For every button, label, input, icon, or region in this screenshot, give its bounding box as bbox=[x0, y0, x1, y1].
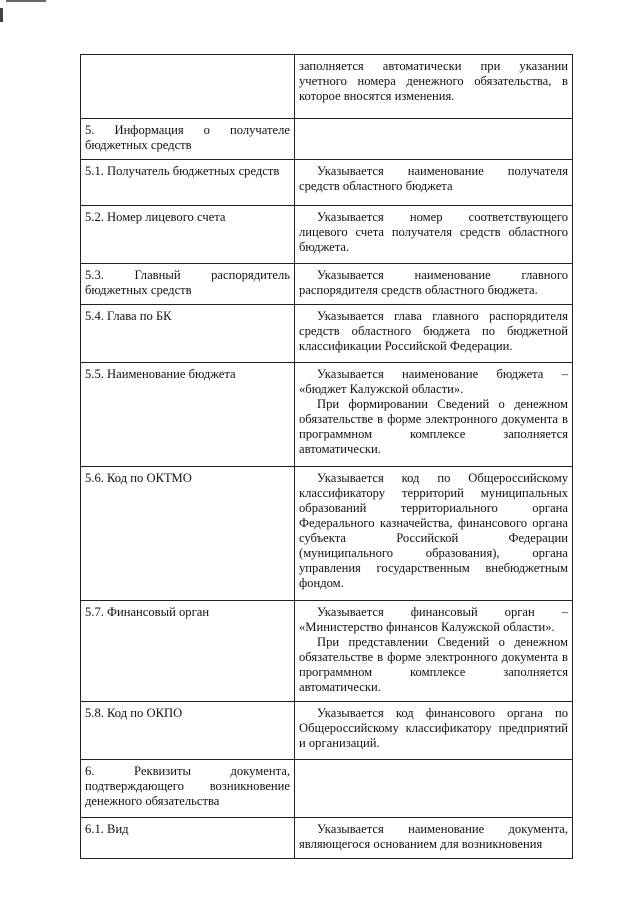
scan-edge-mark-top bbox=[6, 0, 46, 2]
row-label: 6. Реквизиты документа, подтверждающего возникновение денежного обязательства bbox=[81, 760, 295, 818]
table-row bbox=[81, 702, 573, 760]
row-description bbox=[295, 119, 573, 160]
row-description-text: Указывается наименование бюджета – «бюджет Калужской области». bbox=[299, 367, 568, 396]
row-description-text-2: При представлении Сведений о денежном обязательстве в форме электронного документа в программном комплексе заполняется автоматически. bbox=[299, 635, 568, 694]
row-label: 5.8. Код по ОКПО bbox=[81, 702, 295, 760]
row-description-text: Указывается глава главного распорядителя средств областного бюджета по бюджетной классификации Российской Федерации. bbox=[299, 309, 568, 353]
row-description-text-2: При формировании Сведений о денежном обязательстве в форме электронного документа в программном комплексе заполняется автоматически. bbox=[299, 397, 568, 456]
row-label: 5.4. Глава по БК bbox=[81, 305, 295, 363]
table-row bbox=[81, 160, 573, 206]
row-description bbox=[295, 467, 573, 601]
table-row bbox=[81, 818, 573, 859]
row-description bbox=[295, 206, 573, 264]
row-label: 5.3. Главный распорядитель бюджетных средств bbox=[81, 264, 295, 305]
table-row bbox=[81, 363, 573, 467]
table-row bbox=[81, 264, 573, 305]
row-description-text: Указывается наименование получателя средств областного бюджета bbox=[299, 164, 568, 193]
row-description bbox=[295, 363, 573, 467]
row-label: 5.7. Финансовый орган bbox=[81, 601, 295, 702]
table-row bbox=[81, 119, 573, 160]
row-label: 5.6. Код по ОКТМО bbox=[81, 467, 295, 601]
table-row bbox=[81, 305, 573, 363]
row-description-text: Указывается код финансового органа по Общероссийскому классификатору предприятий и организаций. bbox=[299, 706, 568, 750]
row-label: 6.1. Вид bbox=[81, 818, 295, 859]
table-row bbox=[81, 55, 573, 119]
row-description bbox=[295, 601, 573, 702]
document-table bbox=[80, 54, 573, 859]
row-description bbox=[295, 305, 573, 363]
table-row bbox=[81, 467, 573, 601]
row-description bbox=[295, 702, 573, 760]
scan-edge-mark-left bbox=[0, 8, 3, 22]
row-description-text: Указывается наименование документа, являющегося основанием для возникновения bbox=[299, 822, 568, 851]
row-label: 5.5. Наименование бюджета bbox=[81, 363, 295, 467]
row-description bbox=[295, 160, 573, 206]
row-description-text: Указывается номер соответствующего лицевого счета получателя средств областного бюджета. bbox=[299, 210, 568, 254]
row-label bbox=[81, 55, 295, 119]
row-description-text: Указывается код по Общероссийскому классификатору территорий муниципальных образований территориального органа Федерального казначейства, финансового органа субъекта Российской Федерации (муниципального образования), органа управления государственным внебюджетным фондом. bbox=[299, 471, 568, 590]
row-description-text: Указывается финансовый орган – «Министерство финансов Калужской области». bbox=[299, 605, 568, 634]
row-label: 5.2. Номер лицевого счета bbox=[81, 206, 295, 264]
row-description-text: Указывается наименование главного распорядителя средств областного бюджета. bbox=[299, 268, 568, 297]
row-description: заполняется автоматически при указании учетного номера денежного обязательства, в которое вносятся изменения. bbox=[295, 55, 573, 119]
row-label: 5. Информация о получателе бюджетных средств bbox=[81, 119, 295, 160]
table-row bbox=[81, 601, 573, 702]
row-label: 5.1. Получатель бюджетных средств bbox=[81, 160, 295, 206]
table-row bbox=[81, 206, 573, 264]
row-description bbox=[295, 818, 573, 859]
table-row bbox=[81, 760, 573, 818]
row-description bbox=[295, 760, 573, 818]
row-description bbox=[295, 264, 573, 305]
